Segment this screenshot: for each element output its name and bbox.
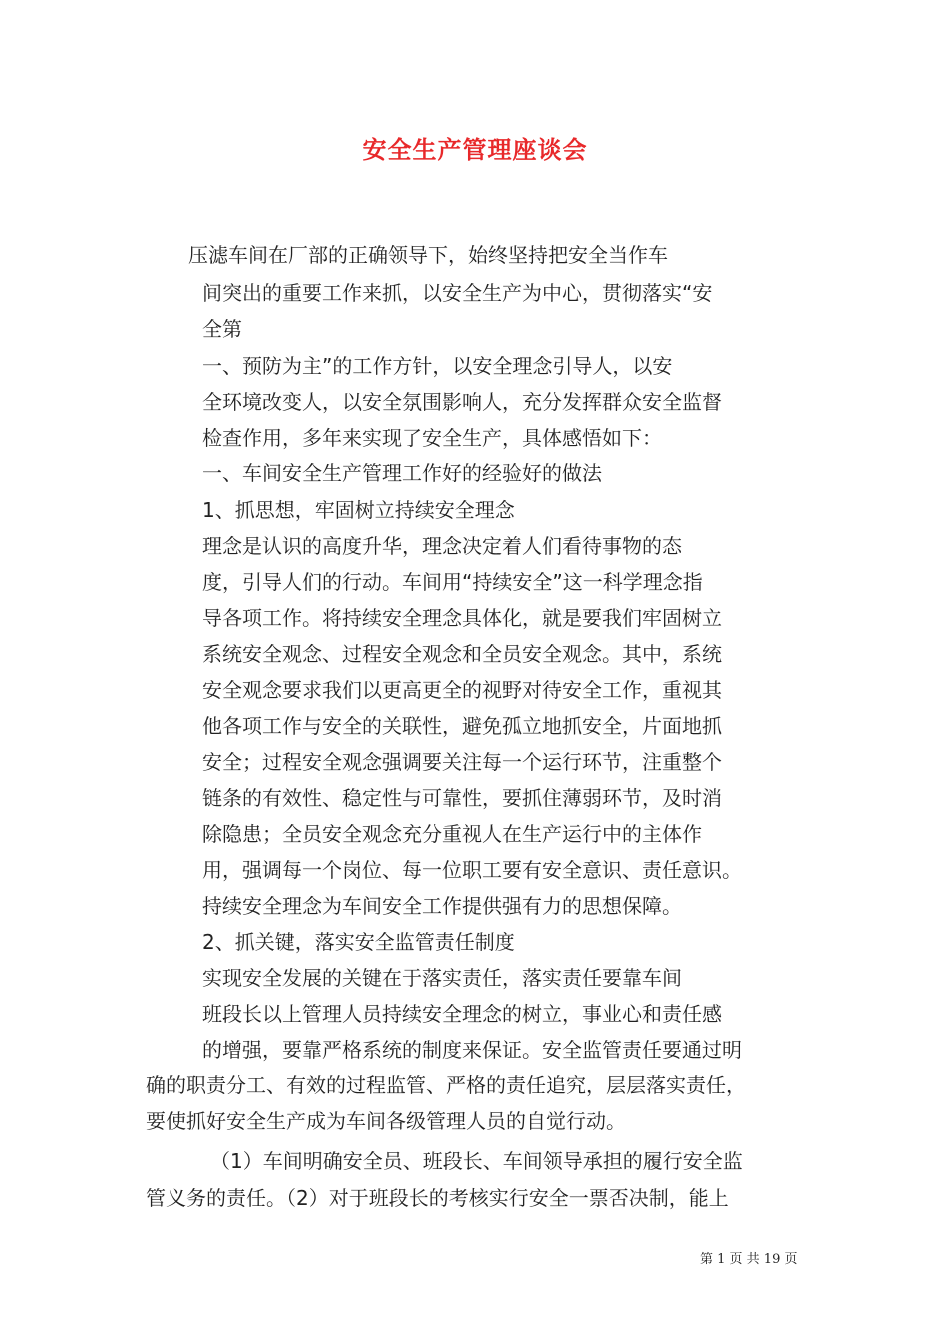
body-line: 用，强调每一个岗位、每一位职工要有安全意识、责任意识。 [202, 858, 742, 882]
page-number: 第 1 页 共 19 页 [700, 1252, 798, 1267]
body-line: 导各项工作。将持续安全理念具体化，就是要我们牢固树立 [202, 606, 722, 630]
body-line: 实现安全发展的关键在于落实责任，落实责任要靠车间 [202, 966, 682, 990]
body-line: 全第 [202, 317, 242, 341]
subsection-heading: 2、抓关键，落实安全监管责任制度 [202, 930, 515, 954]
body-line: 要使抓好安全生产成为车间各级管理人员的自觉行动。 [146, 1109, 626, 1133]
body-line: 确的职责分工、有效的过程监管、严格的责任追究，层层落实责任， [146, 1073, 746, 1097]
body-line: 管义务的责任。（2）对于班段长的考核实行安全一票否决制，能上 [146, 1186, 729, 1210]
body-line: 度，引导人们的行动。车间用“持续安全”这一科学理念指 [202, 570, 703, 594]
body-line: 安全；过程安全观念强调要关注每一个运行环节，注重整个 [202, 750, 722, 774]
document-title: 安全生产管理座谈会 [362, 135, 588, 164]
body-line: 班段长以上管理人员持续安全理念的树立，事业心和责任感 [202, 1002, 722, 1026]
body-line: 压滤车间在厂部的正确领导下，始终坚持把安全当作车 [188, 243, 668, 267]
body-line: 除隐患；全员安全观念充分重视人在生产运行中的主体作 [202, 822, 702, 846]
body-line: （1）车间明确安全员、班段长、车间领导承担的履行安全监 [210, 1149, 743, 1173]
body-line: 的增强，要靠严格系统的制度来保证。安全监管责任要通过明 [202, 1038, 742, 1062]
body-line: 全环境改变人，以安全氛围影响人，充分发挥群众安全监督 [202, 390, 722, 414]
body-line: 间突出的重要工作来抓，以安全生产为中心，贯彻落实“安 [202, 281, 713, 305]
body-line: 理念是认识的高度升华，理念决定着人们看待事物的态 [202, 534, 682, 558]
body-line: 一、预防为主”的工作方针，以安全理念引导人，以安 [202, 354, 673, 378]
body-line: 持续安全理念为车间安全工作提供强有力的思想保障。 [202, 894, 682, 918]
body-line: 链条的有效性、稳定性与可靠性，要抓住薄弱环节，及时消 [202, 786, 722, 810]
body-line: 他各项工作与安全的关联性，避免孤立地抓安全，片面地抓 [202, 714, 722, 738]
section-heading: 一、车间安全生产管理工作好的经验好的做法 [202, 461, 602, 485]
body-line: 检查作用，多年来实现了安全生产，具体感悟如下： [202, 426, 662, 450]
body-line: 安全观念要求我们以更高更全的视野对待安全工作，重视其 [202, 678, 722, 702]
body-line: 系统安全观念、过程安全观念和全员安全观念。其中，系统 [202, 642, 722, 666]
subsection-heading: 1、抓思想，牢固树立持续安全理念 [202, 498, 515, 522]
